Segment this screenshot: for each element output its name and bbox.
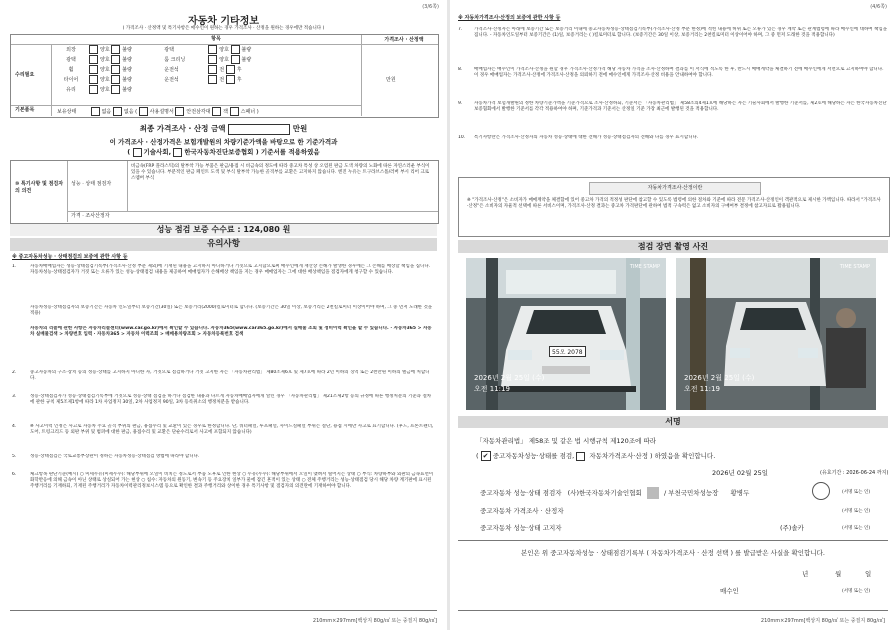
photo-date: 2026년 2월 25일 (수)	[684, 374, 755, 382]
notice-item: 3. 성능·상태점검자가 성능·상태점검기록부에 거짓으로 성능·상태 점검을 하거나 점검한 내용과 다르게 자동차매매업자에게 알린 경우 「자동차관리법」 제21조제2항 등의 규정에 따른 행정처분의 기준과 절차에 관한 규칙 제5조제1항에 따라 1차 사업정지 30일, 2차 사업정지 90일, 3차 등록취소의 행정처분을 받습니다.	[12, 394, 432, 405]
footer: 210mm×297mm[백상지 80g/㎡ 또는 중질지 80g/㎡]	[312, 618, 437, 624]
buyer-label: 매수인	[720, 587, 739, 595]
criteria-line1: 이 가격조사 · 산정가격은 보험개발원의 차량기준가액을 바탕으로 한 기준가격과	[109, 138, 338, 146]
special-text: 비금속(FRP 플라스틱)의 탈부착 가능 부품은 판금/용접 시 비금속의 정도에 따라 중고차 특성 상 오염된 판금 도색 차량의 노화에 따른 자연스러운 부식이 있을 수 있습니다. 부분적인 판금 페인트 도색 및 부식 탈부착 가능한 골격부를 교환은 고지하지 않습니다. 엔진 누유는 트구라브스틀/러버 부시 리어 크로스멤버 부식	[131, 164, 430, 181]
buyer-note: (서명 또는 인)	[842, 589, 871, 594]
checkbox[interactable]	[139, 107, 148, 116]
guarantee-item: 9. 자동차가격 보험개발원의 정한 차량기준가액을 기준가격으로 조사·산정하되, 기준서는 「자동차관리법」 제58조의4제1호에 해당하는 자는 기술사회에서 발행한 기준서를, 제2호에 해당하는 자는 한국자동차진단보증협회에서 발행한 기준서를 각각 적용하여야 하며, 기준가격과 기준서는 산정일 기준 가장 최근에 발행된 것을 적용합니다.	[458, 101, 887, 112]
special-sub2: 가격 · 조사산정자	[71, 213, 110, 219]
checkbox[interactable]	[576, 452, 585, 461]
sign-note: (서명 또는 인)	[842, 509, 871, 514]
checkbox[interactable]	[111, 55, 120, 64]
header-price: 가격조사 · 산정액	[384, 37, 424, 43]
checkbox[interactable]	[89, 45, 98, 54]
price-box-title: 자동차가격조사·산정이란	[589, 182, 761, 195]
price-info-box	[458, 177, 890, 237]
checkbox[interactable]	[89, 75, 98, 84]
checkbox[interactable]	[231, 55, 240, 64]
footer: 210mm×297mm[백상지 80g/㎡ 또는 중질지 80g/㎡]	[760, 618, 885, 624]
time-stamp-label: TIME STAMP	[629, 264, 660, 270]
notice-item: 자동차성능·상태점검자의 보증기간은 자동차 인도일부터 보증기간(30일) 또는 보증거리(2000)킬로미터로 합니다. (보증기간은 30일 이상, 보증거리는 2천킬로미터 이상이어야 하며, 그 중 먼저 도래한 것을 적용)	[30, 305, 433, 316]
repair-row: 휠 양호 불량 운전석 전 후	[68, 67, 242, 73]
checkbox[interactable]	[231, 45, 240, 54]
checkbox[interactable]	[111, 65, 120, 74]
notice-item: 6. 체크항목 판단기준(예시) ○ 미세누유(미세누수): 해당부위에 오일이 비치는 정도로서 부품 노후로 인한 현상 ○ 누유(누수): 해당부위에서 오일이 맺혀서 떨어지는 상태 ○ 부식: 차량하부와 외판의 금속표면이 화학반응에 의해 금속이 아닌 상태로 상실되어 가는 현상 ○ 침수: 자동차의 원동기, 변속기 등 주요장치 일부가 물에 잠긴 흔적이 있는 상태 ○ 전체 주행거리는 성능·상태점검 당시 해당 차량 계기판에 표시된 주행거리를 기재하되, 기재된 주행거리가 자동차이력관리정보시스템 등으로 확인한 결과 주행거리와 상이한 경우 특기사항 및 점검자의 의견란에 기재하여야 합니다.	[12, 472, 434, 489]
checkbox[interactable]	[208, 45, 217, 54]
page-number: (3/6쪽)	[422, 4, 439, 10]
checkbox[interactable]	[89, 65, 98, 74]
won-label: 만원	[386, 77, 396, 83]
header-item: 항목	[211, 36, 221, 42]
criteria-line2: ( 기술사회, 한국자동차진단보증협회 ) 기준서를 적용하였음	[127, 148, 320, 156]
page-subtitle: ( 가격조사 · 산정액 및 특기사항은 매수인이 원하는 경우 가격조사 · 산정을 원하는 경우에만 적습니다 )	[122, 26, 325, 31]
signer-name: (주)솔카	[780, 524, 804, 532]
guarantee-item: 7. 가격조사·산정자는 아래에 보증기간 또는 보증거리 이내에 중고자동차성능·상태점검기록부(가격조사·산정 부분 한정)에 적힌 내용에 허위 또는 오류가 있는 경우 계약 또는 관계법령에 따라 매수인에 대하여 책임을 집니다. - 자동차인도일부터 보증기간은 (1)일, 보증거리는 ( )킬로미터로 합니다. (보증기간은 30일 이상, 보증거리는 2천킬로미터 이상이어야 하며, 그 중 먼저 도래한 것을 적용합니다)	[458, 27, 888, 38]
checkbox[interactable]	[89, 55, 98, 64]
repair-row: 타이어 양호 불량 운전석 전 후	[63, 77, 242, 83]
left-page	[0, 0, 447, 630]
photo-title: 점검 장면 촬영 사진	[458, 240, 888, 253]
checkbox[interactable]	[208, 75, 217, 84]
sign-note: (서명 또는 인)	[842, 526, 871, 531]
receipt-day: 일	[865, 570, 872, 578]
photo-time: 오전 11:19	[684, 385, 720, 393]
repair-row: 유리 양호 불량	[66, 87, 132, 93]
checkbox[interactable]	[226, 75, 235, 84]
license-plate: 55오 2078	[549, 346, 586, 357]
checkbox[interactable]	[111, 85, 120, 94]
repair-label: 수리필요	[15, 72, 35, 78]
time-stamp-label: TIME STAMP	[839, 264, 870, 270]
checkbox[interactable]	[226, 65, 235, 74]
basic-label: 기본품목	[15, 107, 35, 113]
checkbox[interactable]	[175, 107, 184, 116]
receipt-line: 본인은 위 중고자동차성능 · 상태점검기록부 ( 자동차가격조사 · 산정 선택 ) 를 발급받은 사실을 확인합니다.	[521, 549, 825, 557]
qr-code-icon	[647, 487, 659, 499]
sign-date-valid: (유효기간 : 2026-06-24 까지)	[820, 470, 889, 476]
page-number: (4/6쪽)	[870, 4, 887, 10]
sign-title: 서명	[458, 416, 888, 428]
guarantee-item: 10. 특기사항란은 가격조사·산정자의 자동차 성능·상태에 대한 견해가 성능·상태점검자의 견해와 다를 경우 표시합니다.	[458, 135, 699, 140]
inspection-photo-1	[466, 258, 666, 410]
fee-label: 성능 점검 보증 수수료 : 124,080 원	[10, 224, 437, 236]
price-box-text: ※ "가격조사·산정"은 소비자가 매매계약을 체결함에 있어 중고차 가격의 적정성 판단에 참고할 수 있도록 법령에 의한 절차와 기준에 따라 전문 가격조사·산정인이 객관적으로 제시한 가액입니다. 따라서 "가격조사·산정"은 소비자의 자율적 선택에 따른 서비스이며, 가격조사·산정 결과는 중고차 가격판단에 관하여 법적 구속력은 없고 소비자의 구매여부 결정에 참고자료로 활용됩니다.	[467, 198, 881, 209]
notice-subtitle: ※ 중고자동차성능 · 상태점검의 보증에 관한 사항 등	[12, 254, 128, 260]
sign-line1: 「자동차관리법」 제58조 및 같은 법 시행규칙 제120조에 따라	[476, 437, 656, 445]
checkbox[interactable]	[111, 45, 120, 54]
sign-note: (서명 또는 인)	[842, 490, 871, 495]
inspection-photo-2	[676, 258, 876, 410]
page-title: 자동차 기타정보	[187, 16, 260, 27]
seal-stamp-icon	[812, 482, 830, 500]
checkbox[interactable]	[208, 65, 217, 74]
receipt-year: 년	[802, 570, 809, 578]
notice-list	[12, 264, 435, 532]
notice-item: 5. 성능·상태점검은 국토교통부장관이 정하는 자동차성능·상태점검 방법에 따라야 합니다.	[12, 454, 200, 459]
checkbox[interactable]	[208, 55, 217, 64]
right-page	[450, 0, 895, 630]
guarantee-list	[458, 27, 888, 147]
notice-item: 2. 중고자동차의 구조·장치 등의 성능·상태를 고지하지 아니한 자, 거짓으로 점검하거나 거짓 고지한 자는 「자동차관리법」 제80조제6호 및 제7호에 따라 2년 이하의 징역 또는 2천만원 이하의 벌금에 처합니다.	[12, 370, 430, 381]
checkbox[interactable]	[133, 148, 142, 157]
signer-row: 중고자동차 성능·상태 점검자 (사)한국자동차기술인협회 / 부천국민차성능장 황병두	[480, 489, 750, 497]
checkbox[interactable]	[230, 107, 239, 116]
notice-item: 1. 자동차매매업자는 성능·상태점검기록부(가격조사·산정 부분 제외)에 기재된 내용을 고지하지 아니하거나 거짓으로 고지함으로써 매수인에게 재산상 손해가 발생한 경우에는 그 손해를 배상할 책임을 집니다. 자동차성능·상태점검자가 거짓 또는 오류가 있는 성능·상태점검 내용을 제공하여 매매업자가 손해배상 책임을 지는 경우 매매업자는 그에 대한 배상책임을 점검자에게 청구할 수 있습니다.	[12, 264, 431, 275]
section-heading: ※ 자동차가격조사·산정의 보증에 관한 사항 등	[458, 15, 561, 21]
checkbox[interactable]	[89, 85, 98, 94]
special-remarks-table	[10, 160, 439, 224]
checkbox[interactable]	[91, 107, 100, 116]
final-price-line: 최종 가격조사 · 산정 금액 만원	[139, 124, 308, 133]
repair-rows	[53, 45, 358, 95]
notice-item: 자동차의 리콜에 관한 사항은 자동차리콜센터(www.car.go.kr)에서 확인할 수 있습니다. 자동차365(www.car365.go.kr)에서 실매물 조회 및 정비이력 확인을 할 수 있습니다. · 자동차365 > 자동차 실매물검색 > 차량번호 입력 · 자동차365 > 자동차 이력조회 > 매매용차량조회 > 자동차등록번호 검색	[30, 326, 432, 337]
repair-row: 외장 양호 불량 광택 양호 불량	[66, 47, 252, 53]
notice-item: 4. ※ 사고이력 인정은 사고로 자동차 주요 골격 부위의 판금, 용접수리 및 교환이 있는 경우로 한정합니다. 단, 쿼터패널, 루프패널, 사이드실패널 부위는 절단, 용접 시에만 사고로 표기합니다. (후드, 프론트펜더, 도어, 트렁크리드 등 외판 부위 및 범퍼에 대한 판금, 용접수리 및 교환은 단순수리로서 사고에 포함되지 않습니다)	[12, 424, 434, 435]
sign-date: 2026년 02월 25일	[712, 469, 769, 477]
signer-row: 중고자동차 가격조사 · 산정자	[480, 507, 564, 515]
repair-table	[10, 34, 439, 118]
photo-time: 오전 11:19	[474, 385, 510, 393]
special-label: ⑩ 특기사항 및 점검자의 의견	[15, 181, 64, 194]
notice-title: 유의사항	[10, 238, 437, 251]
basic-row: 보유상태 없음 없음 ( 사용설명서 안전삼각대 잭 스패너 )	[57, 109, 259, 115]
receipt-month: 월	[835, 570, 842, 578]
checkbox[interactable]	[113, 107, 122, 116]
special-sub1: 성능 · 상태 점검자	[71, 181, 112, 187]
guarantee-item: 8. 매매업자는 매수인이 가격조사·산정을 원할 경우 가격조사·산정가격 해당 자동차 가격을 조사·산정하여 결과를 이 서식에 적도록 한 후, 반드시 매매계약을 체결하기 전에 매수인에게 서면으로 고지하여야 합니다. 이 경우 매매업자는 가격조사·산정에 가격조사·산정을 의뢰하기 전에 매수인에게 가격조사·산정 비용을 안내하여야 합니다.	[458, 67, 884, 78]
checkbox[interactable]	[212, 107, 221, 116]
repair-row: 광택 양호 불량 룸 크리닝 양호 불량	[66, 57, 252, 63]
photo-date: 2026년 2월 25일 (수)	[474, 374, 545, 382]
check-mark[interactable]: ✔	[481, 451, 491, 461]
signer-row: 중고자동차 성능·상태 고지자	[480, 524, 562, 532]
sign-line2: ( ✔ 중고자동차성능·상태를 점검, 자동차가격조사·산정 ) 하였음을 확인합니다.	[476, 452, 716, 460]
checkbox[interactable]	[173, 148, 182, 157]
checkbox[interactable]	[111, 75, 120, 84]
